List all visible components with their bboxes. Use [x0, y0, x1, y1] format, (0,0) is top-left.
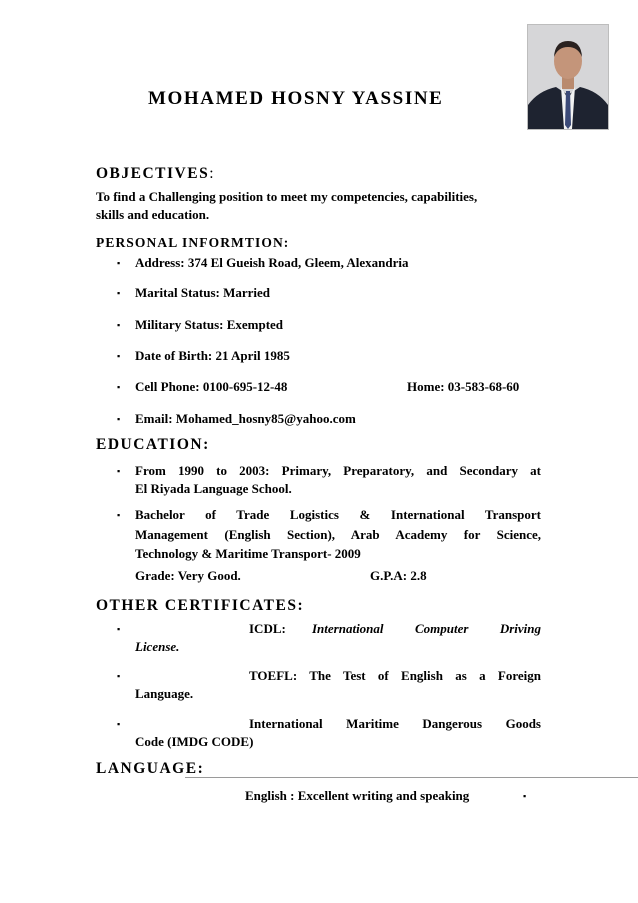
bullet-icon: ▪: [117, 624, 121, 634]
imdg-line-1: International Maritime Dangerous Goods: [249, 716, 541, 731]
personal-info-heading: PERSONAL INFORMTION:: [96, 235, 290, 250]
icdl-title-line-2: License.: [135, 639, 180, 654]
objectives-heading-colon: :: [209, 165, 216, 182]
toefl-line-2: Language.: [135, 686, 194, 701]
certificates-heading: OTHER CERTIFICATES:: [96, 597, 305, 614]
bullet-icon: ▪: [117, 320, 121, 330]
military-status-line: Military Status: Exempted: [135, 317, 284, 332]
education-item-2-line-2: Management (English Section), Arab Academy for Science,: [135, 527, 541, 542]
bullet-icon: ▪: [117, 719, 121, 729]
address-line: Address: 374 El Gueish Road, Gleem, Alexandria: [135, 255, 409, 270]
objectives-line-2: skills and education.: [96, 207, 210, 222]
education-item-2-line-3: Technology & Maritime Transport- 2009: [135, 546, 361, 561]
date-of-birth-line: Date of Birth: 21 April 1985: [135, 348, 290, 363]
cell-phone-line: Cell Phone: 0100-695-12-48: [135, 379, 288, 394]
email-line: Email: Mohamed_hosny85@yahoo.com: [135, 411, 356, 426]
bullet-icon: ▪: [117, 510, 121, 520]
section-divider: [185, 777, 638, 778]
objectives-line-1: To find a Challenging position to meet my competencies, capabilities,: [96, 189, 478, 204]
education-grade: Grade: Very Good.: [135, 568, 241, 583]
objectives-heading-text: OBJECTIVES: [96, 165, 210, 182]
bullet-icon: ▪: [117, 351, 121, 361]
education-item-1-line-2: El Riyada Language School.: [135, 481, 292, 496]
toefl-line-1: TOEFL: The Test of English as a Foreign: [249, 668, 541, 683]
bullet-icon: ▪: [117, 382, 121, 392]
education-gpa: G.P.A: 2.8: [370, 568, 427, 583]
bullet-icon: ▪: [117, 258, 121, 268]
bullet-icon: ▪: [117, 671, 121, 681]
language-english: English : Excellent writing and speaking: [245, 788, 470, 803]
bullet-icon: ▪: [117, 466, 121, 476]
icdl-title: International Computer Driving: [312, 621, 541, 636]
candidate-name: MOHAMED HOSNY YASSINE: [148, 88, 444, 109]
icdl-prefix: ICDL:: [249, 621, 286, 636]
bullet-icon: ▪: [117, 414, 121, 424]
bullet-icon: ▪: [117, 288, 121, 298]
profile-photo: [527, 24, 609, 130]
education-heading: EDUCATION:: [96, 436, 210, 453]
home-phone-line: Home: 03-583-68-60: [407, 379, 520, 394]
objectives-heading: [96, 165, 215, 183]
imdg-line-2: Code (IMDG CODE): [135, 734, 254, 749]
education-item-2-line-1: Bachelor of Trade Logistics & International Transport: [135, 507, 541, 522]
language-heading: LANGUAGE:: [96, 760, 205, 777]
education-item-1-line-1: From 1990 to 2003: Primary, Preparatory, and Secondary at: [135, 463, 541, 478]
marital-status-line: Marital Status: Married: [135, 285, 271, 300]
bullet-icon: ▪: [523, 791, 527, 801]
